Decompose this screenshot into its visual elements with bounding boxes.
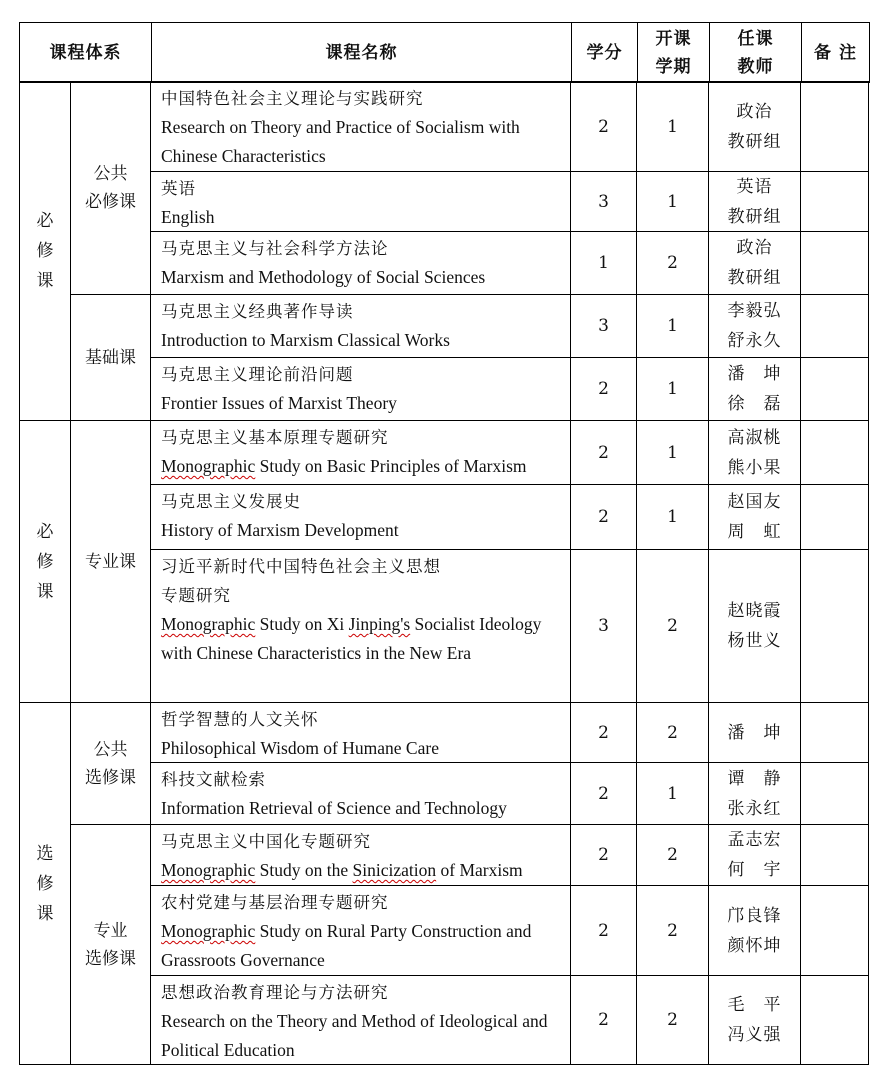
course-name-en: Philosophical Wisdom of Humane Care — [161, 738, 439, 758]
teacher-name: 毛 平 — [727, 995, 782, 1015]
term-cell — [636, 549, 709, 703]
credit-cell — [570, 171, 637, 232]
course-name-zh: 中国特色社会主义理论与实践研究 — [161, 89, 424, 108]
remark-cell — [800, 420, 869, 485]
category-label: 必 — [36, 211, 54, 231]
credit-cell — [570, 549, 637, 703]
course-name-zh: 专题研究 — [161, 586, 231, 605]
credit-value: 2 — [598, 783, 609, 804]
teacher-name: 何 宇 — [727, 860, 782, 880]
teacher-name: 教研组 — [727, 206, 782, 227]
subcategory-cell — [70, 702, 151, 825]
category-label: 修 — [36, 241, 54, 261]
credit-value: 2 — [598, 1010, 609, 1030]
credit-cell — [570, 975, 637, 1065]
teacher-cell — [708, 702, 801, 763]
category-label: 必 — [36, 521, 54, 542]
credit-cell — [570, 294, 637, 358]
course-name-zh: 马克思主义与社会科学方法论 — [161, 239, 389, 258]
teacher-name: 徐 磊 — [727, 394, 782, 414]
credit-cell — [570, 231, 637, 295]
term-value: 1 — [667, 316, 678, 336]
course-name-cell — [150, 975, 571, 1065]
course-name-en: Study on the — [255, 860, 353, 880]
course-name-en: Information Retrieval of Science and Technology — [161, 798, 507, 818]
course-name-zh: 马克思主义理论前沿问题 — [161, 365, 354, 384]
course-name-zh: 英语 — [161, 179, 196, 198]
remark-cell — [800, 171, 869, 232]
course-name-zh: 马克思主义中国化专题研究 — [161, 832, 371, 851]
term-cell — [636, 81, 709, 172]
credit-value: 2 — [598, 920, 609, 941]
teacher-cell — [708, 294, 801, 358]
term-value: 2 — [667, 845, 678, 865]
header-term-2: 学期 — [655, 56, 692, 77]
subcategory-cell — [70, 824, 151, 1065]
course-name-en: Sinicization — [352, 860, 437, 880]
header-system: 课程体系 — [20, 23, 152, 83]
course-name-en: Introduction to Marxism Classical Works — [161, 330, 450, 350]
course-name-en: Monographic — [161, 614, 256, 634]
credit-cell — [570, 357, 637, 421]
teacher-name: 潘 坤 — [727, 364, 782, 384]
header-term — [638, 23, 710, 83]
category-label: 修 — [36, 873, 54, 894]
remark-cell — [800, 885, 869, 976]
course-name-cell — [150, 231, 571, 295]
term-cell — [636, 975, 709, 1065]
term-value: 2 — [667, 616, 678, 636]
course-name-cell — [150, 824, 571, 886]
teacher-name: 教研组 — [727, 131, 782, 152]
course-name-en: Study on Rural Party Construction and Grassroots Governance — [161, 921, 532, 970]
term-cell — [636, 420, 709, 485]
course-name-en: History of Marxism Development — [161, 520, 399, 540]
course-name-en: Monographic — [161, 860, 256, 880]
course-name-en: English — [161, 207, 215, 227]
term-cell — [636, 762, 709, 825]
course-name-en: Marxism and Methodology of Social Sciences — [161, 267, 486, 287]
remark-cell — [800, 975, 869, 1065]
teacher-name: 政治 — [736, 101, 773, 122]
credit-value: 2 — [598, 507, 609, 527]
term-value: 2 — [667, 1010, 678, 1030]
term-cell — [636, 294, 709, 358]
teacher-cell — [708, 885, 801, 976]
remark-cell — [800, 231, 869, 295]
subcategory-label: 专业 — [93, 920, 128, 941]
course-name-zh: 思想政治教育理论与方法研究 — [161, 983, 389, 1002]
header-name: 课程名称 — [152, 23, 572, 83]
course-name-cell — [150, 294, 571, 358]
teacher-name: 政治 — [736, 238, 773, 258]
remark-cell — [800, 484, 869, 550]
term-value: 1 — [667, 379, 678, 399]
credit-value: 3 — [598, 191, 609, 212]
teacher-name: 杨世义 — [727, 631, 782, 651]
term-cell — [636, 171, 709, 232]
teacher-name: 熊小果 — [727, 457, 782, 478]
course-name-cell — [150, 420, 571, 485]
term-value: 1 — [667, 442, 678, 463]
remark-cell — [800, 702, 869, 763]
teacher-cell — [708, 762, 801, 825]
remark-cell — [800, 81, 869, 172]
course-name-en: Socialist Ideology with Chinese Characteristics in the New Era — [161, 614, 542, 663]
course-name-en: Research on the Theory and Method of Ideological and Political Education — [161, 1011, 548, 1060]
term-value: 2 — [667, 253, 678, 273]
category-label: 课 — [36, 903, 54, 924]
credit-cell — [570, 81, 637, 172]
teacher-name: 谭 静 — [727, 768, 782, 789]
course-name-zh: 习近平新时代中国特色社会主义思想 — [161, 557, 441, 576]
credit-value: 2 — [598, 116, 609, 137]
teacher-cell — [708, 549, 801, 703]
header-row — [20, 23, 870, 83]
category-label: 课 — [36, 271, 54, 291]
teacher-cell — [708, 824, 801, 886]
subcategory-label: 选修课 — [85, 948, 136, 969]
category-label: 修 — [36, 551, 54, 572]
teacher-cell — [708, 420, 801, 485]
credit-cell — [570, 420, 637, 485]
teacher-name: 张永红 — [727, 798, 782, 819]
credit-cell — [570, 702, 637, 763]
credit-cell — [570, 824, 637, 886]
remark-cell — [800, 357, 869, 421]
credit-value: 3 — [598, 616, 609, 636]
subcategory-label: 专业课 — [85, 551, 136, 572]
course-name-zh: 哲学智慧的人文关怀 — [161, 710, 319, 729]
term-value: 2 — [667, 920, 678, 941]
header-teacher-1: 任课 — [737, 28, 774, 49]
teacher-name: 冯义强 — [727, 1025, 782, 1045]
course-name-zh: 科技文献检索 — [161, 770, 266, 789]
category-label: 课 — [36, 581, 54, 602]
header-teacher — [710, 23, 802, 83]
subcategory-cell — [70, 81, 151, 295]
header-teacher-2: 教师 — [737, 56, 774, 77]
teacher-name: 英语 — [736, 176, 773, 197]
teacher-name: 颜怀坤 — [727, 935, 782, 956]
course-name-zh: 马克思主义发展史 — [161, 492, 301, 511]
term-value: 2 — [667, 722, 678, 743]
teacher-name: 李毅弘 — [727, 301, 782, 321]
course-name-cell — [150, 81, 571, 172]
course-name-en: Monographic — [161, 921, 256, 941]
teacher-name: 孟志宏 — [727, 830, 782, 850]
course-name-en: Research on Theory and Practice of Socialism with Chinese Characteristics — [161, 117, 520, 166]
credit-value: 2 — [598, 379, 609, 399]
credit-value: 2 — [598, 442, 609, 463]
subcategory-label: 公共 — [93, 164, 128, 184]
subcategory-cell — [70, 294, 151, 421]
term-cell — [636, 824, 709, 886]
category-cell — [19, 420, 71, 703]
term-cell — [636, 885, 709, 976]
course-name-en: Monographic — [161, 456, 256, 476]
header-credit: 学分 — [572, 23, 638, 83]
course-name-cell — [150, 702, 571, 763]
credit-value: 3 — [598, 316, 609, 336]
course-name-en: Frontier Issues of Marxist Theory — [161, 393, 397, 413]
credit-cell — [570, 484, 637, 550]
teacher-name: 邝良锋 — [727, 905, 782, 926]
course-name-cell — [150, 171, 571, 232]
course-name-zh: 马克思主义基本原理专题研究 — [161, 428, 389, 447]
teacher-name: 潘 坤 — [727, 722, 782, 743]
teacher-cell — [708, 975, 801, 1065]
term-cell — [636, 702, 709, 763]
subcategory-label: 公共 — [93, 739, 128, 760]
category-cell — [19, 702, 71, 1065]
credit-cell — [570, 885, 637, 976]
subcategory-label: 选修课 — [85, 767, 136, 788]
subcategory-label: 必修课 — [85, 192, 136, 212]
credit-value: 2 — [598, 845, 609, 865]
remark-cell — [800, 824, 869, 886]
term-value: 1 — [667, 783, 678, 804]
teacher-cell — [708, 171, 801, 232]
teacher-cell — [708, 81, 801, 172]
subcategory-cell — [70, 420, 151, 703]
term-cell — [636, 484, 709, 550]
course-name-en: Jinping's — [348, 614, 411, 634]
category-label: 选 — [36, 843, 54, 864]
credit-value: 2 — [598, 722, 609, 743]
teacher-cell — [708, 484, 801, 550]
header-term-1: 开课 — [655, 28, 692, 49]
term-value: 1 — [667, 116, 678, 137]
term-value: 1 — [667, 191, 678, 212]
remark-cell — [800, 549, 869, 703]
course-name-cell — [150, 885, 571, 976]
course-name-en: Study on Xi — [255, 614, 349, 634]
course-name-zh: 农村党建与基层治理专题研究 — [161, 893, 389, 912]
teacher-name: 赵晓霞 — [727, 601, 782, 621]
header-remark: 备 注 — [802, 23, 870, 83]
term-value: 1 — [667, 507, 678, 527]
course-name-cell — [150, 549, 571, 703]
remark-cell — [800, 294, 869, 358]
course-name-cell — [150, 762, 571, 825]
credit-cell — [570, 762, 637, 825]
credit-value: 1 — [598, 253, 609, 273]
teacher-name: 周 虹 — [727, 522, 782, 542]
term-cell — [636, 231, 709, 295]
course-name-cell — [150, 357, 571, 421]
teacher-name: 赵国友 — [727, 492, 782, 512]
course-name-cell — [150, 484, 571, 550]
teacher-name: 高淑桃 — [727, 427, 782, 448]
teacher-cell — [708, 357, 801, 421]
term-cell — [636, 357, 709, 421]
course-name-en: Study on Basic Principles of Marxism — [255, 456, 527, 476]
remark-cell — [800, 762, 869, 825]
course-table — [19, 22, 870, 83]
category-cell — [19, 81, 71, 421]
teacher-name: 教研组 — [727, 268, 782, 288]
teacher-cell — [708, 231, 801, 295]
course-name-en: of Marxism — [436, 860, 523, 880]
subcategory-label: 基础课 — [85, 347, 136, 368]
course-name-zh: 马克思主义经典著作导读 — [161, 302, 354, 321]
teacher-name: 舒永久 — [727, 331, 782, 351]
